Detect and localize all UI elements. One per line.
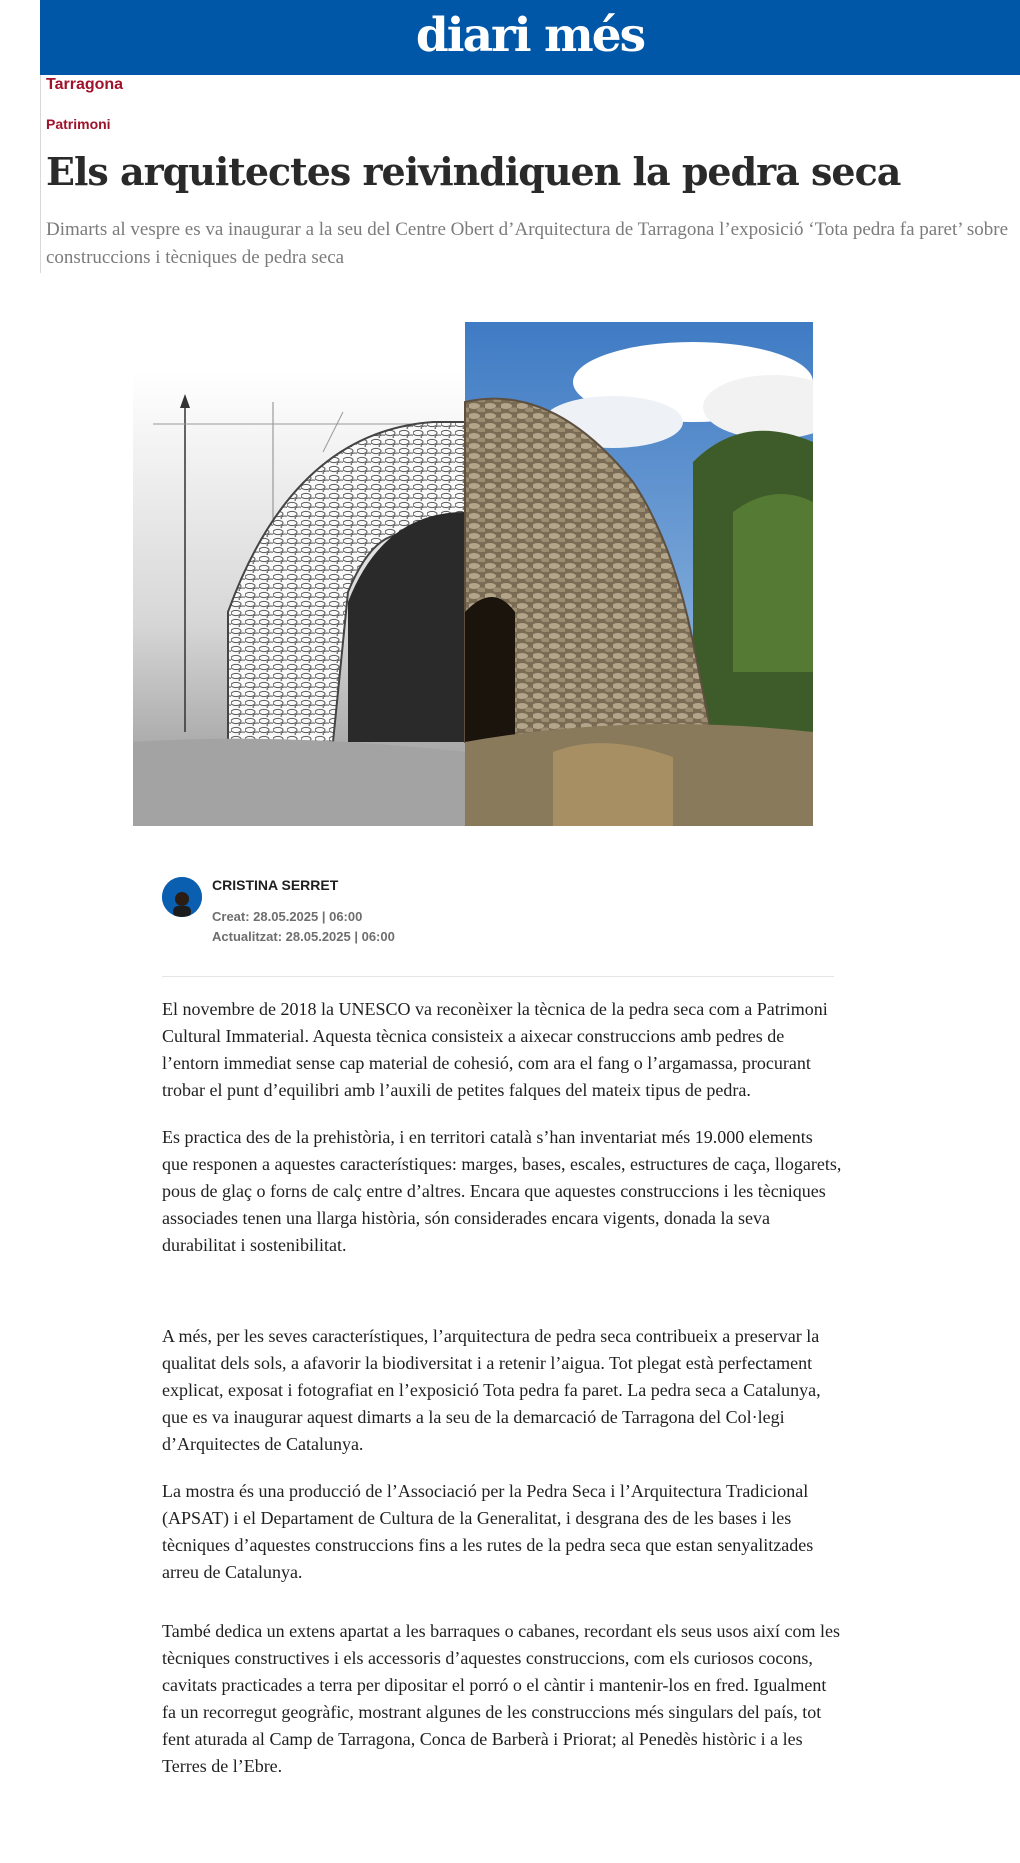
article-body bbox=[162, 996, 842, 1780]
article-paragraph: A més, per les seves característiques, l’arquitectura de pedra seca contribueix a preservar la qualitat dels sols, a afavorir la biodiversitat i a retenir l’aigua. Tot plegat està perfectament explicat, exposat i fotografiat en l’exposició Tota pedra fa paret. La pedra seca a Catalunya, que es va inaugurar aquest dimarts a la seu de la demarcació de Tarragona del Col·legi d’Arquitectes de Catalunya. bbox=[162, 1326, 821, 1454]
section-link[interactable]: Tarragona bbox=[46, 76, 124, 93]
article-subtitle: Dimarts al vespre es va inaugurar a la seu del Centre Obert d’Arquitectura de Tarragona l’exposició ‘Tota pedra fa paret’ sobre construccions i tècniques de pedra seca bbox=[46, 219, 1009, 268]
article-paragraph: Es practica des de la prehistòria, i en territori català s’han inventariat més 19.000 elements que responen a aquestes característiques: marges, bases, escales, estructures de caça, llogarets, pous de glaç o forns de calç entre d’altres. Encara que aquestes construccions i les tècniques associades tenen una llarga història, són considerades encara vigents, donada la seva durabilitat i sostenibilitat. bbox=[162, 1127, 842, 1255]
created-date: Creat: 28.05.2025 | 06:00 bbox=[212, 909, 363, 924]
updated-date: Actualitzat: 28.05.2025 | 06:00 bbox=[212, 929, 395, 944]
header-rule bbox=[40, 75, 41, 273]
byline-divider bbox=[162, 976, 834, 977]
article-paragraph: El novembre de 2018 la UNESCO va reconèixer la tècnica de la pedra seca com a Patrimoni Cultural Immaterial. Aquesta tècnica consisteix a aixecar construccions amb pedres de l’entorn immediat sense cap material de cohesió, com ara el fang o l’argamassa, procurant trobar el punt d’equilibri amb l’auxili de petites falques del mateix tipus de pedra. bbox=[162, 999, 828, 1100]
article-paragraph: La mostra és una producció de l’Associació per la Pedra Seca i l’Arquitectura Tradicional (APSAT) i el Departament de Cultura de la Generalitat, i desgrana des de les bases i les tècniques d’aquestes construccions fins a les rutes de la pedra seca que estan senyalitzades arreu de Catalunya. bbox=[162, 1481, 814, 1582]
author-photo-icon bbox=[162, 877, 202, 917]
article-photo bbox=[133, 312, 813, 826]
article-title: Els arquitectes reivindiquen la pedra seca bbox=[46, 149, 901, 194]
site-header bbox=[40, 0, 1020, 75]
drystone-hut-image bbox=[133, 312, 813, 826]
article-paragraph: També dedica un extens apartat a les barraques o cabanes, recordant els seus usos així com les tècniques constructives i els accessoris d’aquestes construccions, com els curiosos cocons, cavitats practicades a terra per dipositar el porró o el càntir i mantenir-los en fred. Igualment fa un recorregut geogràfic, mostrant algunes de les construccions més singulars del país, tot fent aturada al Camp de Tarragona, Conca de Barberà i Priorat; al Penedès històric i a les Terres de l’Ebre. bbox=[162, 1621, 840, 1776]
author-avatar bbox=[162, 877, 202, 917]
author-name[interactable]: CRISTINA SERRET bbox=[212, 877, 339, 893]
subsection-link[interactable]: Patrimoni bbox=[46, 116, 111, 132]
site-logo[interactable]: diari més bbox=[415, 8, 645, 63]
